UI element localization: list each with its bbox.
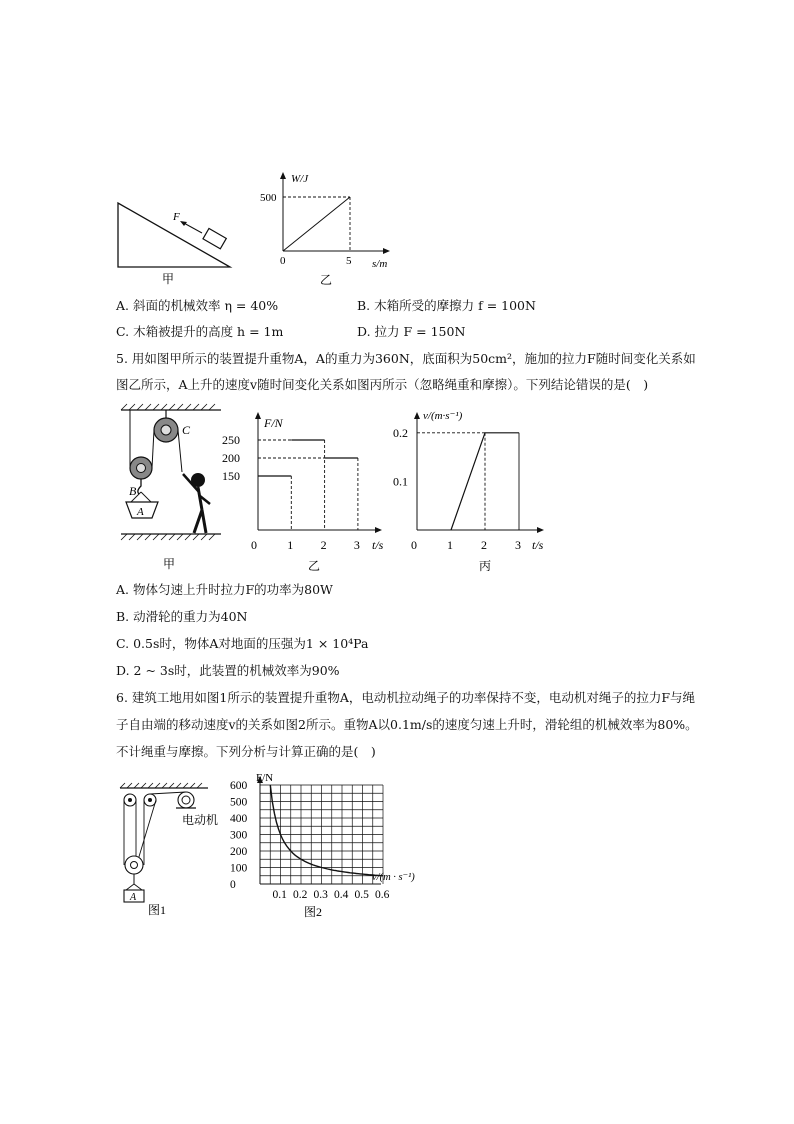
x-axis-label: t/s — [532, 538, 544, 552]
q4-option-c[interactable]: C. 木箱被提升的高度 h = 1m — [116, 324, 284, 339]
y-tick-500: 500 — [230, 796, 248, 809]
q5-stem-line1: 5. 用如图甲所示的装置提升重物A，A的重力为360N，底面积为50cm²，施加的拉力F随时间变化关系如 — [116, 351, 696, 366]
origin-label: 0 — [411, 538, 417, 552]
hook — [138, 479, 141, 494]
y-tick-150: 150 — [222, 469, 240, 483]
y-tick-250: 250 — [222, 433, 240, 447]
label-c: C — [182, 423, 191, 437]
figure-caption: 甲 — [162, 272, 175, 286]
label-a: A — [130, 892, 137, 903]
x-tick-0.6: 0.6 — [375, 889, 390, 901]
x-tick-0.4: 0.4 — [334, 889, 349, 901]
chart-ticks — [230, 780, 390, 901]
ground-hatch — [121, 534, 215, 540]
y-axis-label: W/J — [291, 173, 309, 185]
q5-f-t-chart — [222, 408, 398, 578]
figure-caption: 图2 — [304, 905, 323, 919]
q4-incline-figure — [110, 195, 240, 285]
label-a: A — [137, 506, 144, 518]
wooden-box — [203, 228, 226, 248]
movable-pulley — [125, 856, 143, 874]
y-axis-arrow — [280, 172, 286, 179]
x-tick-0.2: 0.2 — [293, 889, 308, 901]
x-tick-1: 1 — [447, 538, 453, 552]
q6-f-v-chart — [226, 770, 446, 920]
figure-caption: 乙 — [308, 559, 321, 573]
force-arrow-head — [180, 221, 187, 226]
x-axis-arrow — [383, 248, 390, 254]
q5-option-c[interactable]: C. 0.5s时，物体A对地面的压强为1 × 10⁴Pa — [116, 636, 369, 651]
q5-pulley-figure — [116, 400, 236, 575]
x-tick-0.3: 0.3 — [313, 889, 328, 901]
origin-label: 0 — [251, 538, 257, 552]
q6-stem-line1: 6. 建筑工地用如图1所示的装置提升重物A，电动机拉动绳子的功率保持不变，电动机对绳子的拉力F与绳 — [116, 690, 696, 705]
figure-caption: 乙 — [320, 273, 333, 287]
x-axis-label: s/m — [372, 258, 388, 270]
ceiling-hatch — [120, 783, 202, 788]
w-s-line — [283, 197, 350, 251]
q4-w-s-chart — [258, 168, 408, 288]
origin-label: 0 — [280, 255, 286, 267]
q5-option-d[interactable]: D. 2 ~ 3s时，此装置的机械效率为90% — [116, 663, 340, 678]
y-tick-500: 500 — [260, 192, 277, 204]
x-tick-2: 2 — [320, 538, 327, 552]
x-tick-3: 3 — [515, 538, 521, 552]
v-t-marks — [393, 426, 521, 552]
motor-label: 电动机 — [182, 813, 219, 827]
y-tick-100: 100 — [230, 862, 248, 875]
q4-option-d[interactable]: D. 拉力 F = 150N — [357, 324, 466, 339]
x-tick-0.1: 0.1 — [272, 889, 287, 901]
x-tick-5: 5 — [346, 255, 352, 267]
q5-v-t-chart — [395, 408, 560, 578]
x-axis-label: t/s — [372, 538, 384, 552]
q5-option-a[interactable]: A. 物体匀速上升时拉力F的功率为80W — [116, 582, 333, 597]
y-tick-0.2: 0.2 — [393, 425, 408, 440]
y-tick-0.1: 0.1 — [393, 474, 408, 489]
force-label: F — [173, 211, 180, 223]
q6-stem-line2: 子自由端的移动速度v的关系如图2所示。重物A以0.1m/s的速度匀速上升时，滑轮组的机械效率为80%。 — [116, 717, 698, 732]
x-tick-1: 1 — [287, 538, 294, 552]
y-tick-600: 600 — [230, 780, 248, 792]
figure-caption: 甲 — [163, 557, 176, 571]
f-v-curve — [270, 785, 383, 876]
x-axis-label: v/(m · s⁻¹) — [372, 872, 415, 883]
y-tick-200: 200 — [230, 846, 248, 858]
y-axis-label: v/(m·s⁻¹) — [423, 410, 463, 422]
ceiling-hatch — [121, 404, 215, 410]
q6-stem-line3: 不计绳重与摩擦。下列分析与计算正确的是( ) — [116, 744, 376, 759]
x-tick-2: 2 — [481, 538, 487, 552]
figure-caption: 丙 — [479, 559, 492, 573]
label-b: B — [129, 484, 137, 498]
motor — [178, 792, 194, 808]
q5-option-b[interactable]: B. 动滑轮的重力为40N — [116, 609, 248, 624]
y-tick-200: 200 — [222, 451, 240, 465]
chart-grid — [260, 785, 383, 884]
y-tick-400: 400 — [230, 813, 248, 825]
y-axis-label: F/N — [264, 416, 283, 430]
q4-option-a[interactable]: A. 斜面的机械效率 η = 40% — [116, 298, 279, 313]
f-t-marks — [222, 433, 360, 552]
figure-caption: 图1 — [148, 903, 167, 917]
y-tick-0: 0 — [230, 879, 236, 891]
y-axis-label: F/N — [256, 772, 274, 784]
x-tick-3: 3 — [353, 538, 360, 552]
y-tick-300: 300 — [230, 829, 248, 842]
x-tick-0.5: 0.5 — [354, 889, 369, 901]
q5-stem-line2: 图乙所示，A上升的速度v随时间变化关系如图丙所示（忽略绳重和摩擦）。下列结论错误的是( ) — [116, 377, 649, 392]
q4-option-b[interactable]: B. 木箱所受的摩擦力 f = 100N — [357, 298, 536, 313]
